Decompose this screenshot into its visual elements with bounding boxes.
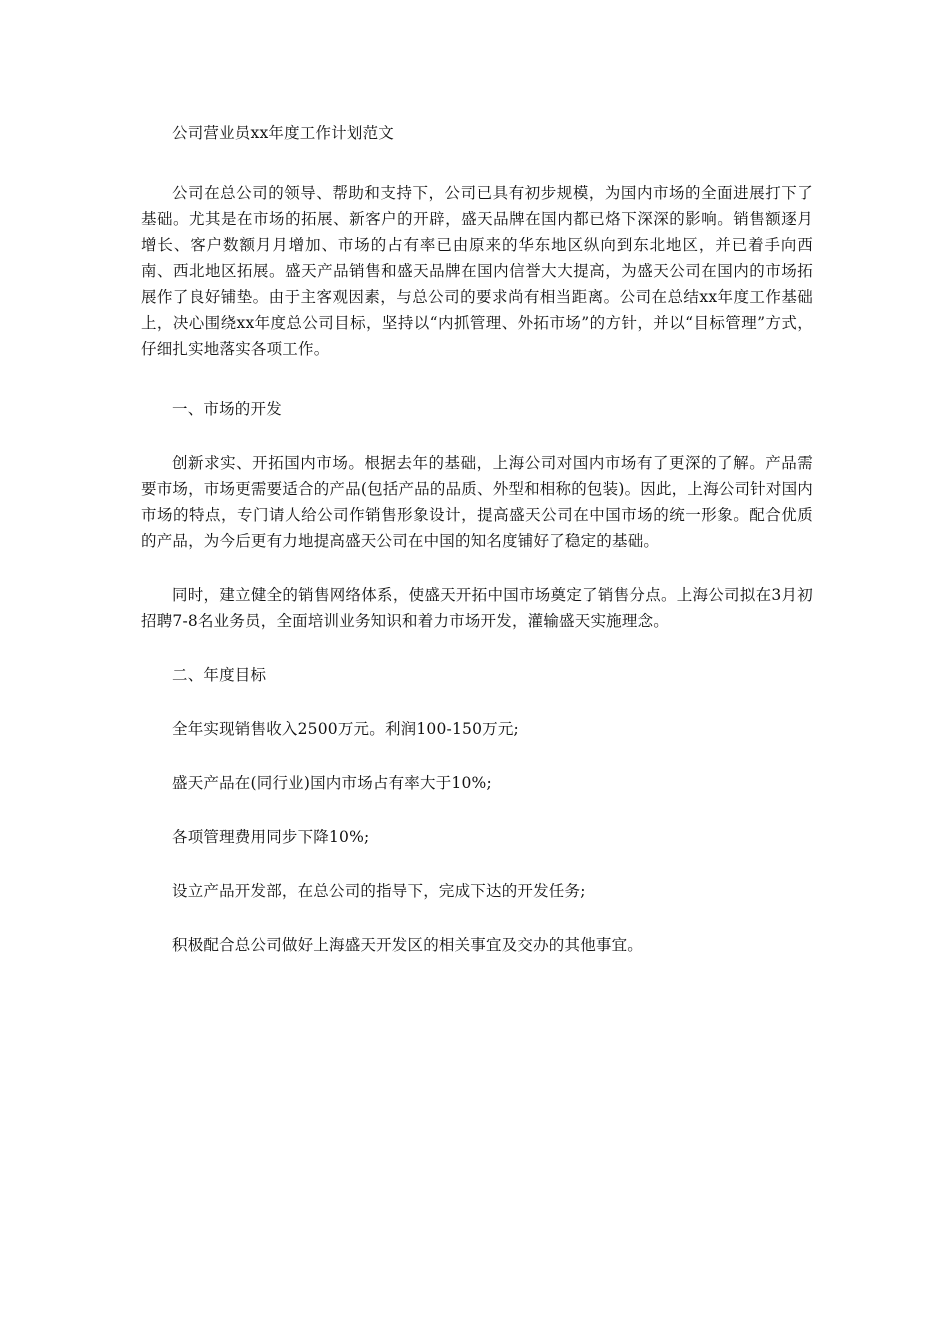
goal-item: 设立产品开发部，在总公司的指导下，完成下达的开发任务; [172,882,586,900]
market-paragraph-1: 创新求实、开拓国内市场。根据去年的基础，上海公司对国内市场有了更深的了解。产品需要市场，市场更需要适合的产品(包括产品的品质、外型和相称的包装)。因此，上海公司针对国内市场的特点，专门请人给公司作销售形象设计，提高盛天公司在中国市场的统一形象。配合优质的产品，为今后更有力地提高盛天公司在中国的知名度铺好了稳定的基础。 [141,454,813,550]
intro-paragraph: 公司在总公司的领导、帮助和支持下，公司已具有初步规模，为国内市场的全面进展打下了基础。尤其是在市场的拓展、新客户的开辟，盛天品牌在国内都已烙下深深的影响。销售额逐月增长、客户数额月月增加、市场的占有率已由原来的华东地区纵向到东北地区，并已着手向西南、西北地区拓展。盛天产品销售和盛天品牌在国内信誉大大提高，为盛天公司在国内的市场拓展作了良好铺垫。由于主客观因素，与总公司的要求尚有相当距离。公司在总结xx年度工作基础上，决心围绕xx年度总公司目标，坚持以“内抓管理、外拓市场”的方针，并以“目标管理”方式，仔细扎实地落实各项工作。 [141,184,813,358]
market-paragraph-2: 同时，建立健全的销售网络体系，使盛天开拓中国市场奠定了销售分点。上海公司拟在3月初招聘7-8名业务员，全面培训业务知识和着力市场开发，灌输盛天实施理念。 [141,586,813,630]
goal-item: 盛天产品在(同行业)国内市场占有率大于10%; [172,774,492,792]
section-heading-goals: 二、年度目标 [172,666,267,684]
goal-item: 积极配合总公司做好上海盛天开发区的相关事宜及交办的其他事宜。 [172,936,644,954]
goal-item: 全年实现销售收入2500万元。利润100-150万元; [172,720,519,738]
document-title: 公司营业员xx年度工作计划范文 [172,124,394,142]
goal-item: 各项管理费用同步下降10%; [172,828,370,846]
document-body [141,120,813,958]
section-heading-market: 一、市场的开发 [172,400,282,418]
